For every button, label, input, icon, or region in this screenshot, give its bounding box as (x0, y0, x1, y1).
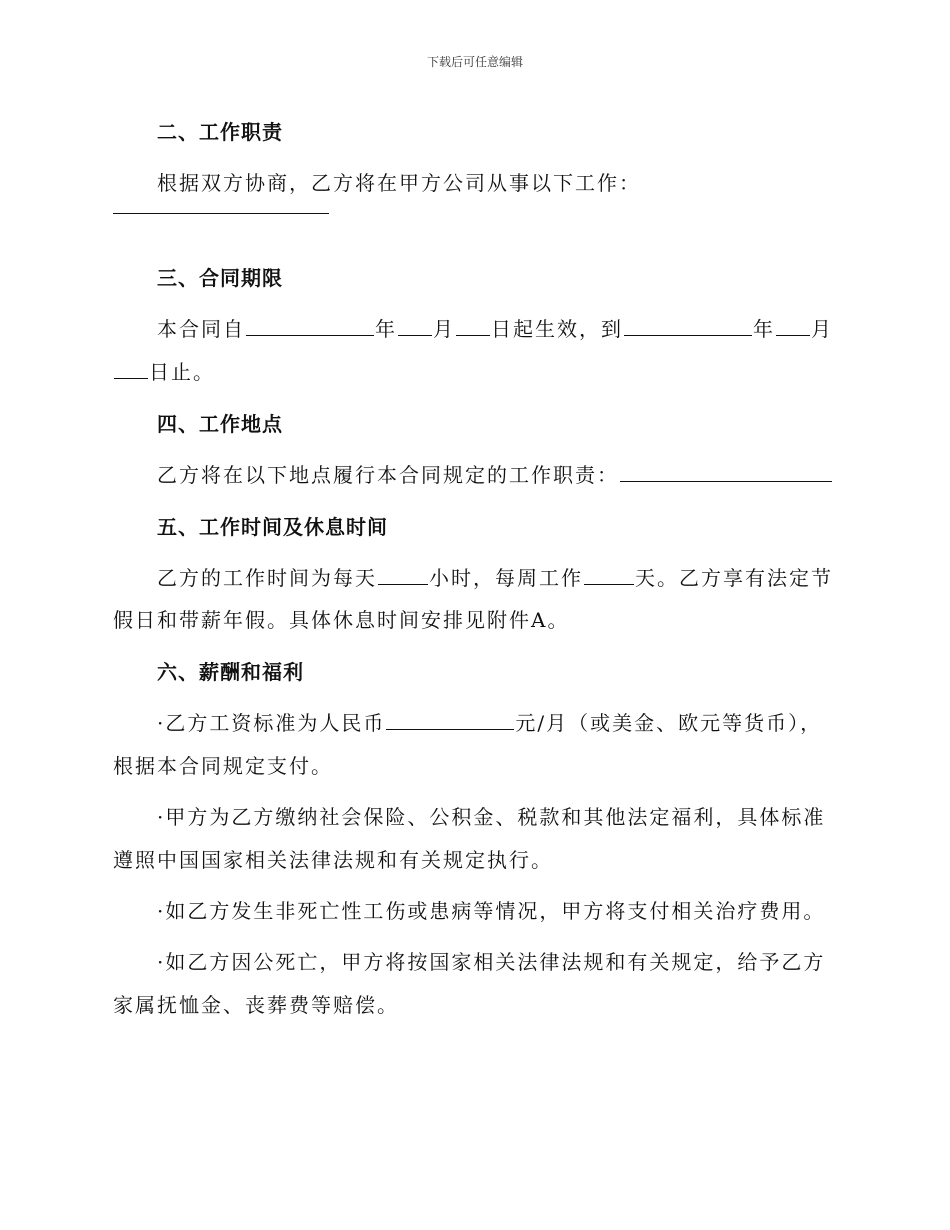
death-line-1: ·如乙方因公死亡，甲方将按国家相关法律法规和有关规定，给予乙方 (157, 950, 826, 974)
term-text-month: 月 (433, 317, 455, 341)
term-text-from: 本合同自 (157, 317, 245, 341)
hours-per-day-blank (378, 566, 428, 585)
duties-text: 根据双方协商，乙方将在甲方公司从事以下工作： (157, 171, 641, 195)
term-text-until: 日止。 (149, 360, 215, 384)
location-line (157, 459, 833, 488)
section-heading-location: 四、工作地点 (157, 412, 283, 436)
term-text-effective: 日起生效，到 (491, 317, 623, 341)
term-line-2 (113, 356, 215, 385)
location-text: 乙方将在以下地点履行本合同规定的工作职责： (157, 463, 619, 487)
duties-blank-line (113, 213, 329, 214)
hours-text-c: 天。乙方享有法定节 (635, 566, 833, 590)
page-header: 下载后可任意编辑 (426, 55, 523, 69)
death-line-2: 家属抚恤金、丧葬费等赔偿。 (113, 993, 399, 1017)
end-month-blank (776, 317, 810, 336)
salary-text-a: ·乙方工资标准为人民币 (157, 711, 386, 735)
days-per-week-blank (584, 566, 634, 585)
hours-line-2: 假日和带薪年假。具体休息时间安排见附件A。 (113, 608, 570, 632)
section-heading-compensation: 六、薪酬和福利 (157, 660, 304, 684)
section-heading-duties: 二、工作职责 (157, 120, 283, 144)
benefits-line-1: ·甲方为乙方缴纳社会保险、公积金、税款和其他法定福利，具体标准 (157, 805, 826, 829)
salary-text-b: 元/月（或美金、欧元等货币）， (515, 711, 823, 735)
term-text-month-2: 月 (811, 317, 833, 341)
end-year-blank (624, 317, 752, 336)
hours-text-a: 乙方的工作时间为每天 (157, 566, 377, 590)
salary-line-2: 根据本合同规定支付。 (113, 754, 333, 778)
start-year-blank (246, 317, 374, 336)
location-blank (620, 463, 832, 482)
salary-line-1 (157, 707, 822, 736)
hours-text-b: 小时，每周工作 (429, 566, 583, 590)
start-day-blank (456, 317, 490, 336)
term-line-1 (157, 313, 833, 342)
hours-line-1 (157, 562, 833, 591)
term-text-year: 年 (375, 317, 397, 341)
section-heading-term: 三、合同期限 (157, 266, 283, 290)
start-month-blank (398, 317, 432, 336)
injury-line: ·如乙方发生非死亡性工伤或患病等情况，甲方将支付相关治疗费用。 (157, 899, 826, 923)
end-day-blank (114, 360, 148, 379)
benefits-line-2: 遵照中国国家相关法律法规和有关规定执行。 (113, 848, 553, 872)
salary-blank (386, 711, 514, 730)
term-text-year-2: 年 (753, 317, 775, 341)
section-heading-hours: 五、工作时间及休息时间 (157, 515, 388, 539)
